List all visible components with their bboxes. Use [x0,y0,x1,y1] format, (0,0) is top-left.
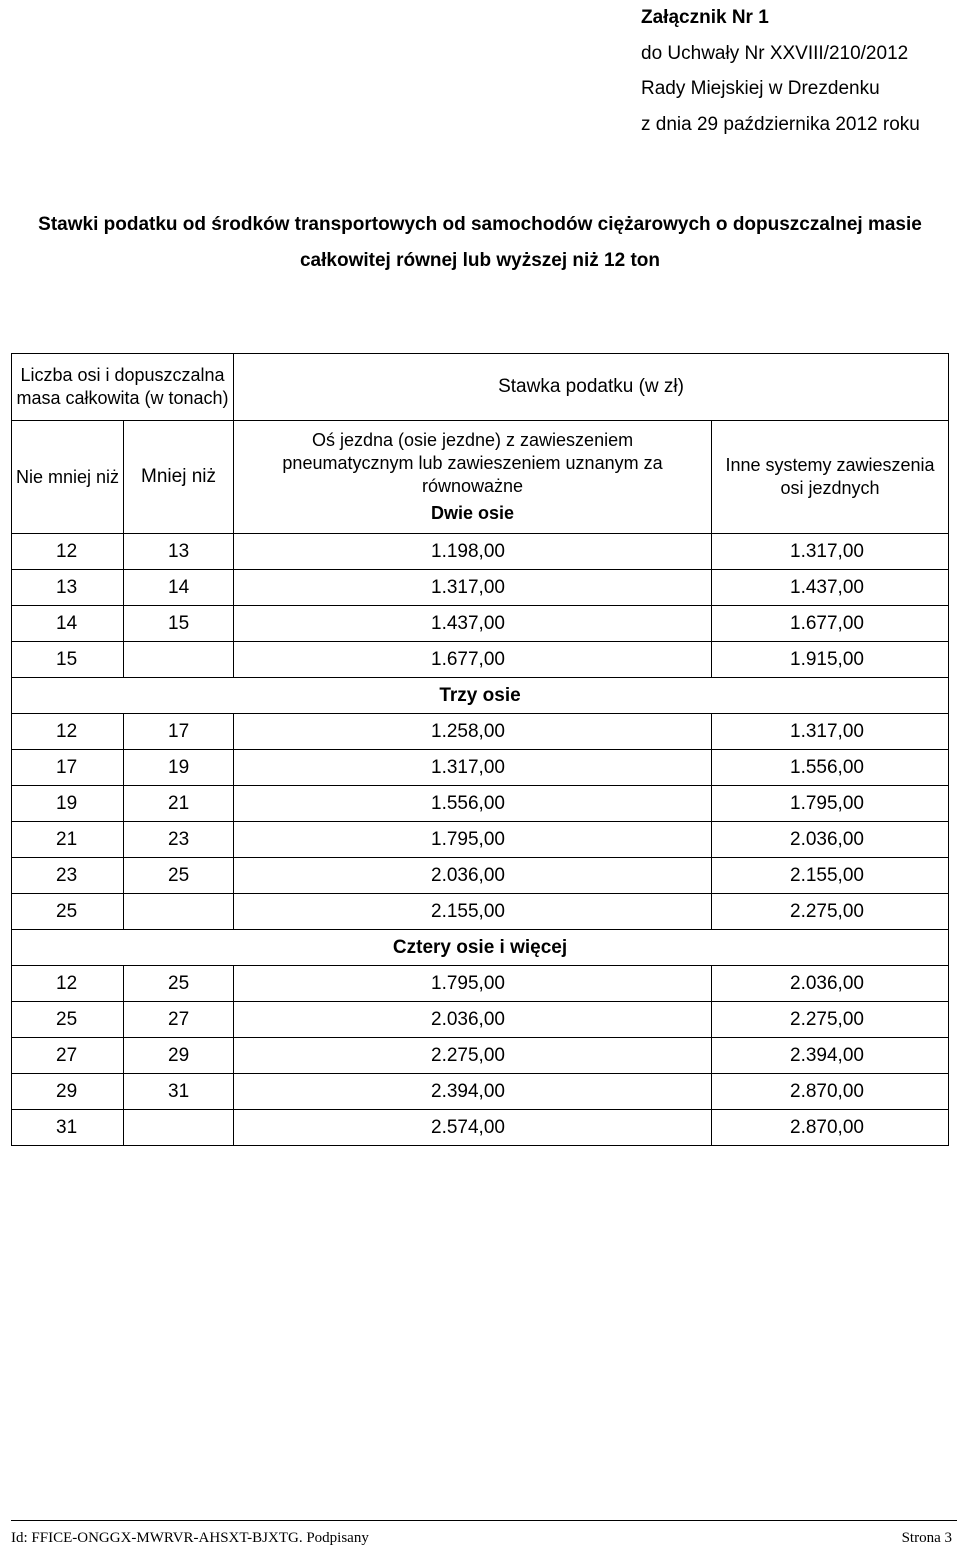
cell-from: 17 [12,750,124,786]
table-row [12,1038,949,1074]
cell-from: 13 [12,570,124,606]
section-label-two-axles: Dwie osie [431,503,515,523]
cell-from: 23 [12,858,124,894]
cell-pneumatic: 1.317,00 [234,570,712,606]
footer-page: Strona 3 [901,1530,952,1546]
cell-to: 15 [124,606,234,642]
cell-other: 2.036,00 [712,966,949,1002]
cell-pneumatic: 1.437,00 [234,606,712,642]
cell-from: 12 [12,966,124,1002]
cell-other: 1.677,00 [712,606,949,642]
footer-id: Id: FFICE-ONGGX-MWRVR-AHSXT-BJXTG. Podpisany [11,1530,369,1546]
table-row [12,966,949,1002]
cell-from: 19 [12,786,124,822]
table-row [12,1002,949,1038]
cell-other: 1.437,00 [712,570,949,606]
footer-divider [11,1520,957,1521]
table-row [12,534,949,570]
cell-to: 23 [124,822,234,858]
annex-title: Załącznik Nr 1 [641,7,769,28]
document-title-line-2: całkowitej równej lub wyższej niż 12 ton [299,250,661,271]
header-row-1 [12,354,949,421]
cell-other: 2.036,00 [712,822,949,858]
document-title-line-1: Stawki podatku od środków transportowych od samochodów ciężarowych o dopuszczalnej masie [38,214,922,235]
document-title [0,207,960,279]
cell-pneumatic: 2.155,00 [234,894,712,930]
cell-pneumatic: 1.258,00 [234,714,712,750]
section-label: Trzy osie [12,678,949,714]
cell-to: 13 [124,534,234,570]
cell-pneumatic: 1.795,00 [234,966,712,1002]
table-row [12,1110,949,1146]
tax-rates-table [11,353,949,1146]
cell-other: 2.275,00 [712,1002,949,1038]
cell-from: 25 [12,894,124,930]
cell-other: 1.915,00 [712,642,949,678]
table-row [12,822,949,858]
header-less: Mniej niż [124,421,234,534]
annex-line-2: Rady Miejskiej w Drezdenku [641,78,880,99]
table-row [12,786,949,822]
cell-pneumatic: 2.036,00 [234,1002,712,1038]
cell-from: 29 [12,1074,124,1110]
cell-from: 15 [12,642,124,678]
cell-to: 19 [124,750,234,786]
cell-to: 29 [124,1038,234,1074]
cell-to: 25 [124,858,234,894]
header-rate: Stawka podatku (w zł) [234,354,949,421]
cell-pneumatic: 1.317,00 [234,750,712,786]
cell-to: 21 [124,786,234,822]
cell-to: 27 [124,1002,234,1038]
cell-other: 2.155,00 [712,858,949,894]
cell-pneumatic: 2.394,00 [234,1074,712,1110]
table-row [12,606,949,642]
cell-to [124,894,234,930]
cell-pneumatic: 2.574,00 [234,1110,712,1146]
table-row [12,714,949,750]
table-row [12,750,949,786]
cell-other: 1.317,00 [712,714,949,750]
section-row [12,678,949,714]
cell-from: 12 [12,534,124,570]
cell-pneumatic: 1.677,00 [234,642,712,678]
cell-other: 2.394,00 [712,1038,949,1074]
section-label: Cztery osie i więcej [12,930,949,966]
header-pneumatic [234,421,712,534]
table-row [12,894,949,930]
cell-from: 12 [12,714,124,750]
cell-to [124,1110,234,1146]
annex-line-1: do Uchwały Nr XXVIII/210/2012 [641,42,909,64]
footer [11,1530,957,1547]
cell-pneumatic: 1.556,00 [234,786,712,822]
cell-from: 21 [12,822,124,858]
cell-from: 31 [12,1110,124,1146]
cell-from: 14 [12,606,124,642]
table-row [12,1074,949,1110]
cell-from: 25 [12,1002,124,1038]
cell-to: 31 [124,1074,234,1110]
section-row [12,930,949,966]
cell-pneumatic: 2.036,00 [234,858,712,894]
cell-from: 27 [12,1038,124,1074]
cell-to: 17 [124,714,234,750]
cell-other: 2.275,00 [712,894,949,930]
header-pneumatic-text: Oś jezdna (osie jezdne) z zawieszeniem pneumatycznym lub zawieszeniem uznanym za równoważne [282,430,663,496]
annex-block [641,0,920,142]
cell-pneumatic: 1.795,00 [234,822,712,858]
cell-other: 1.317,00 [712,534,949,570]
cell-to: 25 [124,966,234,1002]
table-row [12,642,949,678]
cell-other: 2.870,00 [712,1074,949,1110]
cell-other: 1.795,00 [712,786,949,822]
cell-other: 1.556,00 [712,750,949,786]
cell-pneumatic: 2.275,00 [234,1038,712,1074]
cell-to [124,642,234,678]
header-other: Inne systemy zawieszenia osi jezdnych [712,421,949,534]
cell-pneumatic: 1.198,00 [234,534,712,570]
annex-line-3: z dnia 29 października 2012 roku [641,113,920,135]
cell-to: 14 [124,570,234,606]
table-row [12,858,949,894]
header-row-2 [12,421,949,534]
cell-other: 2.870,00 [712,1110,949,1146]
header-axles-mass: Liczba osi i dopuszczalna masa całkowita (w tonach) [12,354,234,421]
header-not-less: Nie mniej niż [12,421,124,534]
table-row [12,570,949,606]
